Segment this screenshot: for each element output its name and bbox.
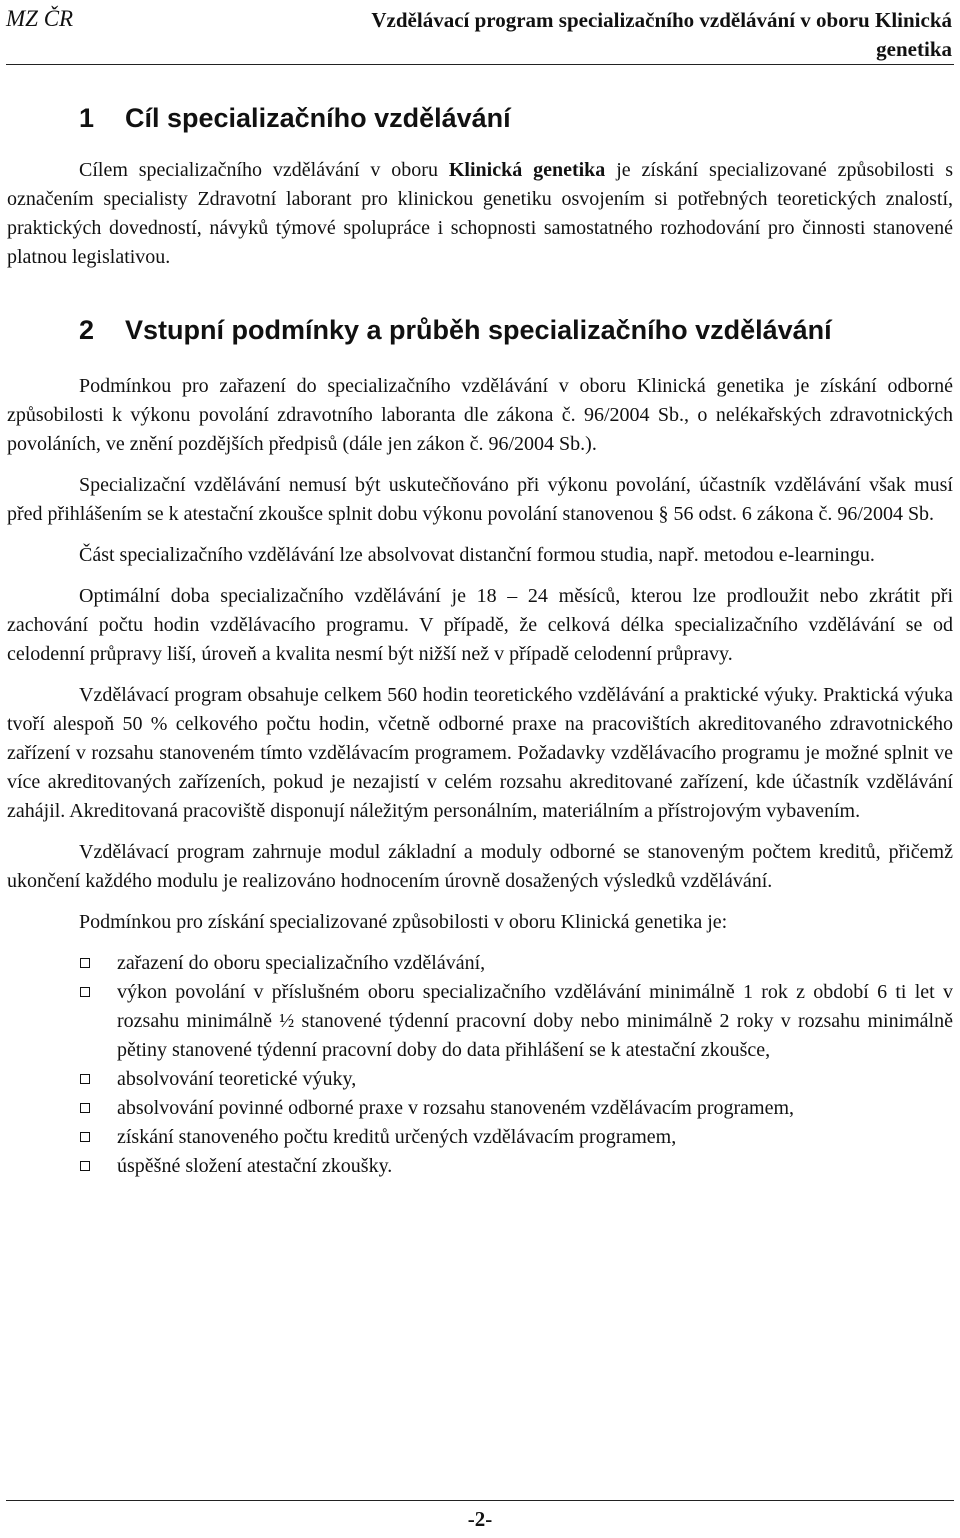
page-footer bbox=[6, 1500, 954, 1532]
section-2-title: Vstupní podmínky a průběh specializačního vzdělávání bbox=[125, 315, 832, 345]
section-1-field-name: Klinická genetika bbox=[448, 159, 606, 181]
list-item bbox=[7, 1152, 953, 1181]
list-item bbox=[7, 1123, 953, 1152]
list-item bbox=[7, 1094, 953, 1123]
requirement-text: zařazení do oboru specializačního vzdělávání, bbox=[117, 952, 486, 974]
list-item bbox=[7, 949, 953, 978]
paragraph-program-hours: Vzdělávací program obsahuje celkem 560 hodin teoretického vzdělávání a praktické výuky. Praktická výuka tvoří alespoň 50 % celkového počtu hodin, včetně odborné praxe na pracovištích akreditovaného zdravotnického zařízení v rozsahu stanoveném tímto vzdělávacím programem. Požadavky vzdělávacího programu je možné splnit ve více akreditovaných zařízeních, pokud je nezajistí v celém rozsahu akreditované zařízení, kde účastník vzdělávání zahájil. Akreditovaná pracoviště disponují náležitým personálním, materiálním a přístrojovým vybavením. bbox=[7, 684, 953, 822]
list-item bbox=[7, 978, 953, 1065]
requirement-text: získání stanoveného počtu kreditů určených vzdělávacím programem, bbox=[117, 1126, 677, 1148]
requirement-text: absolvování teoretické výuky, bbox=[117, 1068, 357, 1090]
section-2-heading bbox=[7, 310, 953, 350]
checkbox-bullet-icon bbox=[80, 958, 90, 968]
paragraph-modules: Vzdělávací program zahrnuje modul základní a moduly odborné se stanoveným počtem kreditů, přičemž ukončení každého modulu je realizováno hodnocením úrovně dosažených výsledků vzdělávání. bbox=[7, 841, 953, 892]
requirement-text: výkon povolání v příslušném oboru specializačního vzdělávání minimálně 1 rok z období 6 ti let v rozsahu minimálně ½ stanovené týdenní pracovní doby nebo minimálně 2 roky v rozsahu minimálně pětiny stanovené týdenní pracovní doby do data přihlášení se k atestační zkoušce, bbox=[117, 981, 953, 1061]
paragraph-practice-duration: Specializační vzdělávání nemusí být uskutečňováno při výkonu povolání, účastník vzdělávání však musí před přihlášením se k atestační zkoušce splnit dobu výkonu povolání stanovenou § 56 odst. 6 zákona č. 96/2004 Sb. bbox=[7, 474, 953, 525]
page-header bbox=[0, 0, 960, 68]
paragraph-requirements-intro: Podmínkou pro získání specializované způsobilosti v oboru Klinická genetika je: bbox=[79, 911, 728, 933]
header-title: Vzdělávací program specializačního vzdělávání v oboru Klinická genetika bbox=[371, 8, 952, 61]
section-1-number: 1 bbox=[79, 103, 95, 133]
page-number: -2- bbox=[467, 1507, 493, 1531]
section-1-text-end: je získání specializované způsobilosti s označením specialisty Zdravotní laborant pro klinickou genetiku osvojením si potřebných teoretických znalostí, praktických dovedností, návyků týmové spolupráce i schopnosti samostatného rozhodování pro činnosti stanovené platnou legislativou. bbox=[7, 159, 953, 268]
document-body bbox=[7, 98, 953, 1181]
requirement-text: absolvování povinné odborné praxe v rozsahu stanoveném vzdělávacím programem, bbox=[117, 1097, 795, 1119]
section-1-text-start: Cílem specializačního vzdělávání v oboru bbox=[79, 159, 449, 181]
section-1-title: Cíl specializačního vzdělávání bbox=[125, 103, 511, 133]
checkbox-bullet-icon bbox=[80, 1132, 90, 1142]
section-1-paragraph bbox=[7, 156, 953, 272]
checkbox-bullet-icon bbox=[80, 1074, 90, 1084]
paragraph-entry-conditions: Podmínkou pro zařazení do specializačního vzdělávání v oboru Klinická genetika je získání odborné způsobilosti k výkonu povolání zdravotního laboranta dle zákona č. 96/2004 Sb., o nelékařských zdravotnických povoláních, ve znění pozdějších předpisů (dále jen zákon č. 96/2004 Sb.). bbox=[7, 375, 953, 455]
header-divider bbox=[6, 64, 954, 65]
checkbox-bullet-icon bbox=[80, 1161, 90, 1171]
list-item bbox=[7, 1065, 953, 1094]
paragraph-optimal-duration: Optimální doba specializačního vzdělávání je 18 – 24 měsíců, kterou lze prodloužit nebo zkrátit při zachování počtu hodin vzdělávacího programu. V případě, že celková délka specializačního vzdělávání se od celodenní průpravy liší, úroveň a kvalita nesmí být nižší než v případě celodenní průpravy. bbox=[7, 585, 953, 665]
footer-divider bbox=[6, 1500, 954, 1501]
section-2-number: 2 bbox=[79, 315, 95, 345]
requirement-text: úspěšné složení atestační zkoušky. bbox=[117, 1155, 393, 1177]
paragraph-distance-learning: Část specializačního vzdělávání lze absolvovat distanční formou studia, např. metodou e-learningu. bbox=[79, 544, 875, 566]
checkbox-bullet-icon bbox=[80, 1103, 90, 1113]
section-1-heading bbox=[7, 98, 953, 138]
header-ministry: MZ ČR bbox=[6, 6, 74, 31]
requirements-list bbox=[7, 949, 953, 1181]
checkbox-bullet-icon bbox=[80, 987, 90, 997]
